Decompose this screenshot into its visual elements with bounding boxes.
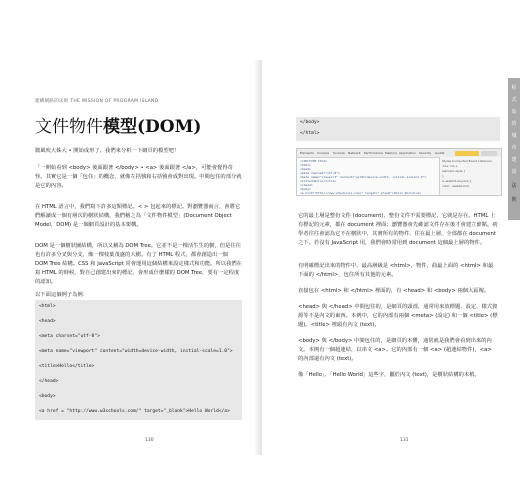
thumb-tab-char: 設 bbox=[511, 169, 517, 175]
devtools-screenshot bbox=[296, 148, 502, 196]
thumb-tab-char: 建 bbox=[511, 157, 517, 163]
devtools-line: <body> bbox=[300, 187, 311, 191]
devtools-line: <!DOCTYPE html> bbox=[300, 159, 328, 163]
running-head: 建構網路的法則 THE MISSION OF PROGRAM ISLAND bbox=[35, 99, 159, 104]
body-paragraph: 「一開始看到 <body> 後面跟著 </body> • <a> 後面跟著 </a>，可能會覺得奇怪。其實它是一個「包住」的概念，就像左括號和右括號會成對出現。中間包住的部分就是它的內容。 bbox=[35, 165, 242, 189]
body-paragraph: <body> 與 </body> 中間包住的，是網頁的本體，通常就是我們會看到出來的內文。本例有一個超連結，以串文 <a>。它的內部有一個 <a> (超連結物件)，<a> 的內部還有內文 (text)。 bbox=[298, 338, 492, 362]
example-lead: 以下面這個例子為例： bbox=[35, 292, 88, 298]
devtools-side-line: element.style { bbox=[442, 169, 466, 173]
body-paragraph: <head> 與 </head> 中間包住的，是網頁的頭部，通常用來放標題、設定、樣式資源等不是內文的東西。本例中，它的內部有兩個 <meta> (設定) 和一個 <title> (標題)。<title> 裡頭有內文 (text)。 bbox=[298, 304, 498, 328]
devtools-line: <a href="http://www.w3schools.com/" target="_blank">Hello World</a> bbox=[300, 191, 422, 195]
thumb-tab-char: 城 bbox=[511, 133, 517, 139]
devtools-side-line: :hov .cls + bbox=[442, 164, 458, 168]
devtools-side-line: color: -webkit-link; bbox=[442, 184, 470, 188]
code-line: </html> bbox=[300, 131, 320, 136]
right-page bbox=[262, 0, 520, 500]
code-block bbox=[35, 300, 242, 420]
body-paragraph: 有明確標記出來的物件中，最高層級是 <html>，物件，曲最上面的 <html> 和最下面的 </html>，包住所有其他的元素。 bbox=[298, 263, 494, 278]
code-block-continued bbox=[296, 117, 500, 141]
body-paragraph: 直接包在 <html> 和 </html> 裡面的，有 <head> 和 <body> 兩個大區塊。 bbox=[298, 288, 490, 294]
code-line: <head> bbox=[39, 319, 56, 324]
page-number: 130 bbox=[145, 438, 154, 443]
devtools-badge bbox=[455, 151, 479, 156]
intro-paragraph: 微風吹大姊大 • 開始成形了。我們來分析一下網頁的模型吧！ bbox=[35, 148, 180, 154]
code-line: <a href = "http://www.w3schools.com/" target="_blank">Hello World</a> bbox=[39, 409, 230, 414]
devtools-side-line: a:-webkit-any-link { bbox=[442, 179, 472, 183]
body-paragraph: 在 HTML 語言中，我們寫下許多這類標記。< > 包起來的標記。對瀏覽器而言，會將它們解讀成一個有層次的樹狀結構，我們稱之為「文件物件模型」(Document Object Model，DOM) 是一個網頁設計的基本架構。 bbox=[35, 204, 241, 228]
devtools-side-line: } bbox=[442, 174, 444, 178]
devtools-tab: Application bbox=[399, 151, 416, 155]
thumb-tab-char: 則 bbox=[511, 197, 517, 203]
devtools-side-line: Styles Computed Event Listeners bbox=[442, 159, 492, 163]
devtools-line: <meta name="viewport" content="width=device-width, initial-scale=1.0"> bbox=[300, 175, 427, 179]
devtools-tab: Elements bbox=[300, 151, 314, 155]
page-number: 131 bbox=[400, 438, 409, 443]
code-line: <title>Hello</title> bbox=[39, 364, 95, 369]
devtools-line: <head> bbox=[300, 167, 311, 171]
body-paragraph: DOM 是一個樹狀圖結構，所以又稱為 DOM Tree。它並不是一棵活生生的樹，但是往往也有許多分叉與分支，像一棵枝葉茂盛的大樹。有了 HTML 程式，都會創造出一個 DOM Tree 結構。CSS 和 JavaScript 常會運用這個結構來設定樣式和功能。所以我們在寫 HTML 的時候，對自己創建出來的標記，會形成什麼樣的 DOM Tree，要有一定程度的認知。 bbox=[35, 243, 242, 285]
devtools-tab: Sources bbox=[333, 151, 345, 155]
devtools-tab: Memory bbox=[385, 151, 398, 155]
devtools-tab: Security bbox=[419, 151, 432, 155]
devtools-styles-panel bbox=[439, 157, 502, 195]
chapter-title-bold: 模型(DOM) bbox=[103, 117, 202, 137]
thumb-tab-char: 市 bbox=[511, 145, 517, 151]
code-line: </body> bbox=[300, 120, 320, 125]
devtools-badge bbox=[481, 151, 497, 156]
thumb-tab-char: 法 bbox=[511, 183, 517, 189]
chapter-title bbox=[35, 112, 201, 137]
code-line: <body> bbox=[39, 394, 56, 399]
code-line: <meta name="viewport" content="width=device-width, initial-scale=1.0"> bbox=[39, 349, 233, 354]
thumb-tab-char: 程 bbox=[511, 85, 517, 91]
thumb-tab-char: 式 bbox=[511, 97, 517, 103]
devtools-tab: Audits bbox=[435, 151, 445, 155]
thumb-tab-char: 的 bbox=[511, 121, 517, 127]
devtools-line: <html> bbox=[300, 163, 311, 167]
code-line: <html> bbox=[39, 304, 56, 309]
body-paragraph: 像「Hello」、「Hello World」這些字，屬於內文 (text)，是樹狀結構的末梢。 bbox=[298, 372, 480, 378]
devtools-line: <meta charset="utf-8"> bbox=[300, 171, 340, 175]
chapter-title-main: 文件物件 bbox=[35, 117, 103, 137]
devtools-line: <title>Hello</title> bbox=[300, 179, 337, 183]
code-line: <meta charset="utf-8"> bbox=[39, 334, 100, 339]
devtools-tab: Network bbox=[348, 151, 361, 155]
code-line: </head> bbox=[39, 379, 59, 384]
chapter-thumb-tab bbox=[508, 78, 520, 220]
devtools-tab: Console bbox=[317, 151, 329, 155]
body-paragraph: 它的最上層是整份文件 (document)，整份文件不需要標記，它就是存在。HTML 上有標記的元素，都在 document 裡面；瀏覽器會先確認文件存在後才會建立節點。初學者往往會認為它不在樹狀中，其實所有的物件，住在最上層，全部都在 document 之下。若沒有 JavaScript 用，我們會時常用到 document 這個最上層的物件。 bbox=[298, 213, 498, 246]
thumb-tab-char: 島 bbox=[511, 109, 517, 115]
devtools-tab: Performance bbox=[364, 151, 384, 155]
devtools-line: </head> bbox=[300, 183, 313, 187]
